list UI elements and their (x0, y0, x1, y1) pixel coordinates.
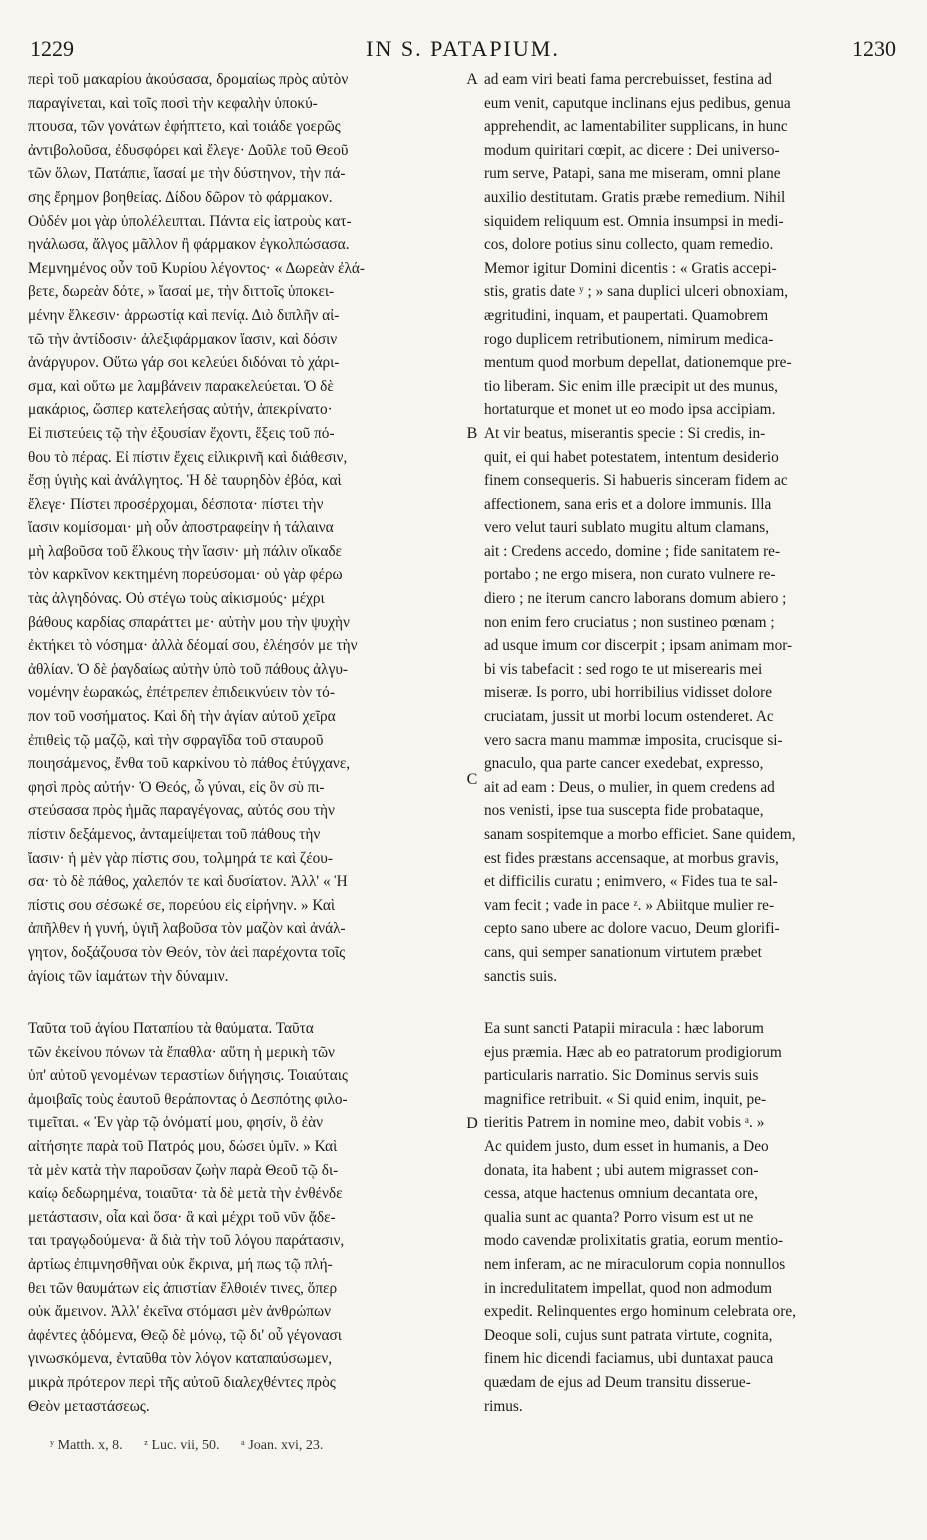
latin-text-line: expedit. Relinquentes ergo hominum celebrata ore, (484, 1303, 796, 1321)
greek-text-line: τιμεῖται. « Ἐν γὰρ τῷ ὀνόματί μου, φησίν, ὃ ἐὰν (28, 1114, 324, 1132)
page-number-left: 1229 (30, 36, 74, 61)
greek-text-line: περὶ τοῦ μακαρίου ἀκούσασα, δρομαίως πρὸς αὐτὸν (28, 71, 349, 88)
footnote-y: ʸ Matth. x, 8. (50, 1438, 123, 1453)
greek-text-line: ἀπῆλθεν ἡ γυνή, ὑγιῆ λαβοῦσα τὸν μαζὸν καὶ ἀνάλ- (28, 920, 346, 938)
section-marker-a: A (466, 71, 478, 88)
greek-text-line: μὴ λαβοῦσα τοῦ ἕλκους τὴν ἴασιν· μὴ πάλιν οἴκαδε (28, 542, 342, 560)
greek-text-line: τῶν ἐκείνου πόνων τὰ ἔπαθλα· αὕτη ἡ μερικὴ τῶν (28, 1043, 335, 1061)
greek-text-line: παραγίνεται, καὶ τοῖς ποσὶ τὴν κεφαλὴν ὑποκύ- (28, 94, 318, 112)
page-number-right: 1230 (852, 36, 896, 61)
latin-text-line: quit, ei qui habet potestatem, intentum desiderio (484, 448, 779, 466)
latin-text-line: rimus. (484, 1397, 523, 1415)
latin-text-line: apprehendit, ac lamentabiliter supplicans, in hunc (484, 118, 788, 136)
latin-text-line: tieritis Patrem in nomine meo, dabit vobis ᵃ. » (484, 1114, 765, 1132)
latin-text-line: diero ; ne iterum cancro laborans domum abiero ; (484, 590, 787, 608)
greek-text-line: Μεμνημένος οὖν τοῦ Κυρίου λέγοντος· « Δωρεὰν ἐλά- (28, 259, 366, 277)
latin-text-line: siquidem reliquum est. Omnia insumpsi in medi- (484, 212, 784, 230)
latin-text-line: est fides præstans accensaque, at morbus gravis, (484, 849, 779, 867)
footnotes (50, 1437, 550, 1455)
footnote-a: ᵃ Joan. xvi, 23. (241, 1438, 324, 1453)
greek-text-line: ὑπ' αὐτοῦ γενομένων τεραστίων διήγησις. Τοιαύταις (28, 1067, 348, 1085)
latin-text-line: et difficilis curatu ; enimvero, « Fides tua te sal- (484, 873, 778, 891)
latin-text-line: sanctis suis. (484, 967, 558, 985)
page-header (30, 36, 896, 66)
greek-text-line: θει τῶν θαυμάτων εἰς ἀπιστίαν ἔλθοιέν τινες, ὅπερ (28, 1279, 338, 1297)
latin-text-line: auxilio destitutam. Gratis præbe remedium. Nihil (484, 188, 786, 206)
latin-text-line: particularis narratio. Sic Dominus servis suis (484, 1067, 759, 1085)
greek-text-line: αἰτήσητε παρὰ τοῦ Πατρός μου, δώσει ὑμῖν. » Καὶ (28, 1137, 338, 1155)
latin-text-line: ad eam viri beati fama percrebuisset, festina ad (484, 71, 772, 88)
greek-text-line: ἔλεγε· Πίστει προσέρχομαι, δέσποτα· πίστει τὴν (28, 495, 324, 513)
latin-column-closing (484, 1017, 896, 1418)
latin-text-line: rogo duplicem retributionem, nimirum medica- (484, 330, 774, 348)
latin-text-line: magnifice retribuit. « Si quid enim, inquit, pe- (484, 1090, 767, 1108)
greek-text-line: ἀρτίως ἐπιμνησθῆναι οὐκ ἔκρινα, μή πως τῷ πλή- (28, 1255, 333, 1273)
greek-text-line: τῶ τὴν ἀντίδοσιν· ἀλεξιφάρμακον ἴασιν, καὶ δόσιν (28, 330, 338, 348)
latin-text-line: nos venisti, ipse tua suscepta fide probataque, (484, 802, 764, 820)
latin-text-line: At vir beatus, miserantis specie : Si credis, in- (484, 424, 766, 442)
greek-text-line: τῶν ὅλων, Πατάπιε, ἴασαί με τὴν δύστηνον, τὴν πά- (28, 165, 346, 183)
latin-text-line: vero sacra manu mammæ imposita, crucisque si- (484, 731, 783, 749)
greek-text-line: βετε, δωρεὰν δότε, » ἴασαί με, τὴν διττοῖς ὑποκει- (28, 283, 335, 301)
greek-text-line: νομένην ἑωρακώς, ἐπέτρεπεν ἐπιδεικνύειν τὸν τό- (28, 684, 335, 702)
greek-text-line: ἀντιβολοῦσα, ἐδυσφόρει καὶ ἔλεγε· Δοῦλε τοῦ Θεοῦ (28, 141, 349, 159)
greek-text-line: στεύσασα πρὸς ἡμᾶς παραγέγονας, αὐτός σου τὴν (28, 802, 335, 820)
latin-text-line: eum venit, caputque inclinans ejus pedibus, genua (484, 94, 791, 112)
greek-text-line: Οὐδέν μοι γὰρ ὑπολέλειπται. Πάντα εἰς ἰατροὺς κατ- (28, 212, 352, 230)
latin-text-line: nem inferam, ac ne miraculorum copia nonnullos (484, 1255, 786, 1273)
greek-text-line: ἴασιν· ἡ μὲν γὰρ πίστις σου, τολμηρά τε καὶ ζέου- (28, 849, 333, 867)
latin-text-line: donata, ita habent ; ubi autem migrasset con- (484, 1161, 759, 1179)
greek-text-line: ἀνάργυρον. Οὕτω γάρ σοι κελεύει διδόναι τὸ χάρι- (28, 354, 340, 372)
latin-text-line: ait : Credens accedo, domine ; fide sanitatem re- (484, 542, 781, 560)
greek-text-line: ἐκτήκει τὸ νόσημα· ἀλλὰ δέομαί σου, ἐλέησόν με τὴν (28, 637, 358, 655)
latin-text-line: sanam sospitemque a morbo efficiet. Sane quidem, (484, 826, 796, 843)
greek-text-line: σης ἔρημον βοηθείας. Δίδου δῶρον τὸ φάρμακον. (28, 188, 333, 206)
greek-text-line: τὰς ἀλγηδόνας. Οὐ στέγω τοὺς αἰκισμούς· μέχρι (28, 590, 325, 608)
latin-text-line: vam fecit ; vade in pace ᶻ. » Abiitque mulier re- (484, 896, 775, 914)
latin-text-line: finem hic dicendi faciamus, ubi duntaxat pauca (484, 1350, 774, 1368)
greek-text-line: γινωσκόμενα, ἐνταῦθα τὸν λόγον καταπαύσωμεν, (28, 1350, 333, 1368)
latin-text-line: cruciatam, jussit ut morbi locum ostenderet. Ac (484, 708, 774, 726)
latin-text-line: in incredulitatem impellat, quod non admodum (484, 1279, 773, 1297)
latin-text-line: bi vis tabefacit : sed rogo te ut miserearis mei (484, 660, 763, 678)
greek-text-line: πίστις σου σέσωκέ σε, πορεύου εἰς εἰρήνην. » Καὶ (28, 896, 335, 914)
section-marker-c: C (466, 771, 478, 788)
greek-text-line: Θεὸν μεταστάσεως. (28, 1397, 150, 1415)
greek-text-line: σα· τὸ δὲ πάθος, χαλεπόν τε καὶ δυσίατον. Ἀλλ' « Ἡ (28, 873, 348, 891)
latin-text-line: vero velut tauri sublato mugitu altum clamans, (484, 519, 770, 537)
latin-text-line: stis, gratis date ʸ ; » sana duplici ulceri obnoxiam, (484, 283, 789, 301)
greek-text-line: βάθους καρδίας σπαράττει με· αὐτὴν μου τὴν ψυχὴν (28, 613, 350, 631)
latin-text-line: cos, dolore potius sinu collecto, quam remedio. (484, 236, 774, 254)
latin-text-line: Deoque soli, cujus sunt patrata virtute, cognita, (484, 1326, 773, 1344)
greek-text-line: σμα, καὶ οὕτω με λαμβάνειν παρακελεύεται. Ὁ δὲ (28, 377, 334, 395)
greek-column-main (28, 68, 464, 988)
latin-text-line: Ea sunt sancti Patapii miracula : hæc laborum (484, 1020, 764, 1037)
latin-column-main (484, 68, 896, 988)
greek-text-line: ποιησάμενος, ἔνθα τοῦ καρκίνου τὸ πάθος ἐτύγχανε, (28, 755, 351, 773)
greek-text-line: μένην ἕλκεσιν· ἀρρωστίᾳ καὶ πενίᾳ. Διὸ διπλῆν αἰ- (28, 306, 340, 324)
running-title: IN S. PATAPIUM. (366, 36, 560, 61)
latin-text-line: non enim fero cruciatus ; non sustineo pœnam ; (484, 613, 775, 631)
greek-text-line: καίῳ δεδωρημένα, τοιαῦτα· τὰ δὲ μετὰ τὴν ἐνθένδε (28, 1185, 343, 1203)
latin-text-line: qualia sunt ac quanta? Porro visum est ut ne (484, 1208, 754, 1226)
footnote-z: ᶻ Luc. vii, 50. (144, 1438, 220, 1453)
greek-text-line: πτουσα, τῶν γονάτων ἐφήπτετο, καὶ τοιάδε γοερῶς (28, 118, 341, 136)
latin-text-line: portabo ; ne ergo misera, non curato vulnere re- (484, 566, 776, 584)
greek-text-line: ἔσῃ ὑγιὴς καὶ ἀνάλγητος. Ἡ δὲ ταυρηδὸν ἐβόα, καὶ (28, 472, 342, 490)
latin-text-line: affectionem, sana eris et a dolore immunis. Illa (484, 495, 772, 513)
section-marker-d: D (466, 1115, 478, 1132)
latin-text-line: ad usque imum cor discerpit ; ipsam animam mor- (484, 637, 793, 655)
latin-text-line: Memor igitur Domini dicentis : « Gratis accepi- (484, 259, 777, 277)
greek-text-line: Εἰ πιστεύεις τῷ τὴν ἐξουσίαν ἔχοντι, ἕξεις τοῦ πό- (28, 424, 335, 442)
greek-column-closing (28, 1017, 464, 1418)
latin-text-line: tio liberam. Sic enim ille præcipit ut des munus, (484, 377, 779, 395)
greek-text-line: ἴασιν κομίσομαι· μὴ οὖν ἀποστραφείην ἡ τάλαινα (28, 519, 334, 537)
greek-text-line: μακάριος, ὥσπερ κατελεήσας αὐτήν, ἀπεκρίνατο· (28, 401, 333, 419)
latin-text-line: rum serve, Patapi, sana me miseram, omni plane (484, 165, 781, 183)
greek-text-line: μικρὰ πρότερον περὶ τῆς αὐτοῦ διαλεχθέντες πρὸς (28, 1373, 336, 1391)
greek-text-line: ηνάλωσα, ἄλγος μᾶλλον ἢ φάρμακον ἐγκολπώσασα. (28, 236, 350, 254)
latin-text-line: finem consequeris. Si habueris sinceram fidem ac (484, 472, 788, 490)
greek-text-line: ται τραγῳδούμενα· ἃ διὰ τὴν τοῦ λόγου παράτασιν, (28, 1232, 345, 1250)
latin-text-line: ait ad eam : Deus, o mulier, in quem credens ad (484, 778, 775, 796)
greek-text-line: γητον, δοξάζουσα τὸν Θεόν, τὸν ἀεὶ παρέχοντα τοῖς (28, 943, 346, 961)
greek-text-line: ἀμοιβαῖς τοὺς ἑαυτοῦ θεράποντας ὁ Δεσπότης φιλο- (28, 1090, 348, 1108)
greek-text-line: πον τοῦ νοσήματος. Καὶ δὴ τὴν ἁγίαν αὐτοῦ χεῖρα (28, 708, 336, 726)
latin-text-line: hortaturque et monet ut eo modo ipsa accipiam. (484, 401, 776, 419)
latin-text-line: cans, qui semper sanationum virtutem præbet (484, 943, 762, 961)
greek-text-line: τὰ μὲν κατὰ τὴν παροῦσαν ζωὴν παρὰ Θεοῦ τῷ δι- (28, 1161, 339, 1179)
greek-text-line: μετάστασιν, οἷα καὶ ὅσα· ἃ καὶ μέχρι τοῦ νῦν ᾄδε- (28, 1208, 336, 1226)
latin-text-line: quædam de ejus ad Deum transitu disserue- (484, 1373, 751, 1391)
latin-text-line: ejus præmia. Hæc ab eo patratorum prodigiorum (484, 1043, 782, 1061)
greek-text-line: πίστιν δεξάμενος, ἀνταμείψεται τοῦ πάθους τὴν (28, 826, 321, 843)
latin-text-line: mentum quod morbum depellat, dationemque pre- (484, 354, 792, 372)
latin-text-line: miseræ. Is porro, ubi horribilius vidisset dolore (484, 684, 773, 702)
greek-text-line: ἀθλίαν. Ὁ δὲ ῥαγδαίως αὐτὴν ὑπὸ τοῦ πάθους ἀλγυ- (28, 660, 348, 678)
latin-text-line: ægritudini, inquam, et paupertati. Quamobrem (484, 306, 769, 324)
greek-text-line: φησὶ πρὸς αὐτήν· Ὁ Θεός, ὦ γύναι, εἰς ὃν σὺ πι- (28, 778, 325, 796)
latin-text-line: modum quiritari cœpit, ac dicere : Dei universo- (484, 141, 780, 159)
latin-text-line: Ac quidem justo, dum esset in humanis, a Deo (484, 1137, 769, 1155)
greek-text-line: θου τὸ πέρας. Εἰ πίστιν ἔχεις εἰλικρινῆ καὶ διάθεσιν, (28, 448, 348, 466)
greek-text-line: Ταῦτα τοῦ ἁγίου Παταπίου τὰ θαύματα. Ταῦτα (28, 1020, 314, 1037)
greek-text-line: ἁγίοις τῶν ἰαμάτων τὴν δύναμιν. (28, 967, 229, 985)
greek-text-line: ἐπιθεὶς τῷ μαζῷ, καὶ τὴν σφραγῖδα τοῦ σταυροῦ (28, 731, 324, 749)
latin-text-line: cepto sano ubere ac dolore vacuo, Deum glorifi- (484, 920, 780, 938)
latin-text-line: modo cavendæ prolixitatis gratia, eorum mentio- (484, 1232, 784, 1250)
section-marker-b: B (466, 425, 478, 442)
greek-text-line: ἀφέντες ᾀδόμενα, Θεῷ δὲ μόνῳ, τῷ δι' οὗ γέγονασι (28, 1326, 342, 1344)
latin-text-line: cessa, atque hactenus omnium decantata ore, (484, 1185, 758, 1203)
greek-text-line: οὐκ ἄμεινον. Ἀλλ' ἐκεῖνα στόμασι μὲν ἀνθρώπων (28, 1303, 332, 1321)
latin-text-line: gnaculo, qua parte cancer exedebat, expresso, (484, 755, 764, 773)
greek-text-line: τὸν καρκῖνον κεκτημένη πορεύσομαι· οὐ γὰρ φέρω (28, 566, 343, 584)
